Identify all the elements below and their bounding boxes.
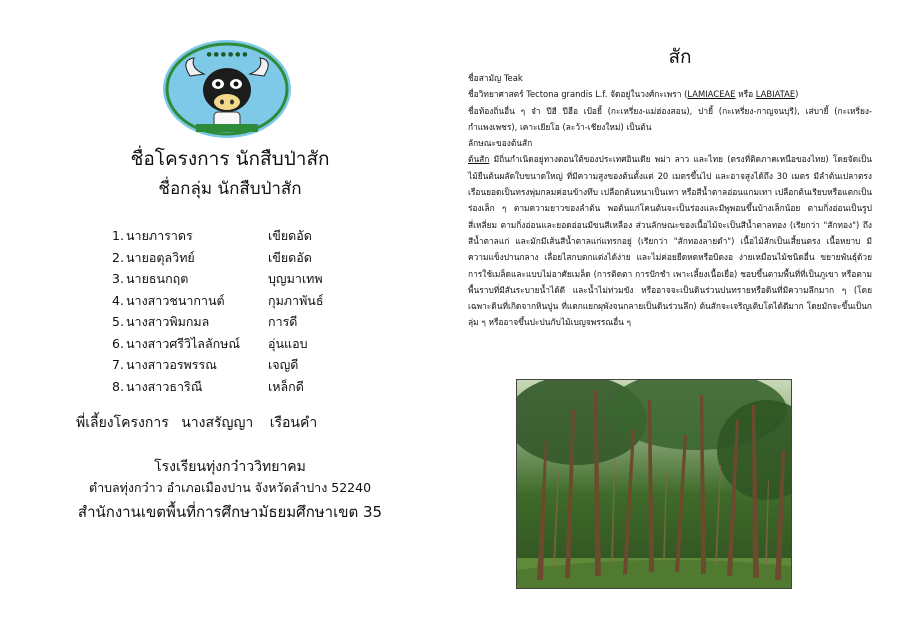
project-title: ชื่อโครงการ นักสืบป่าสัก bbox=[130, 148, 330, 170]
member-first-name: นางสาวชนากานต์ bbox=[126, 292, 225, 308]
scientific-name-mid: หรือ bbox=[735, 89, 756, 100]
document-title: สัก bbox=[668, 46, 692, 68]
paragraph-lead: ต้นสัก bbox=[468, 154, 490, 165]
member-last-name: เจญดี bbox=[268, 357, 299, 372]
member-row bbox=[112, 333, 372, 355]
buffalo-logo-icon bbox=[160, 38, 294, 140]
advisor-line bbox=[76, 412, 317, 434]
member-first-name: นางสาวศรีวิไลลักษณ์ bbox=[126, 335, 241, 351]
member-last-name: บุญมาเทพ bbox=[268, 271, 323, 286]
member-last-name: เขียดอัด bbox=[268, 249, 312, 265]
member-row bbox=[112, 354, 372, 376]
school-name: โรงเรียนทุ่งกว๋าววิทยาคม bbox=[154, 459, 306, 475]
member-last-name: กุมภาพันธ์ bbox=[268, 292, 324, 308]
teak-forest-photo bbox=[516, 379, 792, 589]
group-title: ชื่อกลุ่ม นักสืบป่าสัก bbox=[158, 179, 302, 199]
scientific-name bbox=[468, 86, 872, 102]
member-number: 5. bbox=[112, 314, 124, 329]
advisor-last-name: เรือนคำ bbox=[269, 415, 318, 431]
member-first-name: นายภาราดร bbox=[126, 228, 193, 243]
member-number: 1. bbox=[112, 228, 124, 243]
family-lamiaceae: LAMIACEAE bbox=[687, 89, 736, 100]
member-last-name: อุ่นแอบ bbox=[268, 335, 308, 351]
member-first-name: นางสาวพิมกมล bbox=[126, 314, 210, 329]
scientific-name-prefix: ชื่อวิทยาศาสตร์ Tectona grandis L.f. จัดอยู่ในวงศ์กะเพรา ( bbox=[468, 89, 688, 100]
description-paragraph bbox=[468, 151, 872, 330]
member-row bbox=[112, 247, 372, 269]
school-address: ตำบลทุ่งกว๋าว อำเภอเมืองปาน จังหวัดลำปาง 52240 bbox=[88, 480, 372, 495]
svg-text:● ● ● ● ● ●: ● ● ● ● ● ● bbox=[206, 51, 248, 58]
family-labiatae: LABIATAE bbox=[755, 89, 796, 100]
member-first-name: นางสาวธาริณี bbox=[126, 378, 203, 394]
scientific-name-suffix: ) bbox=[795, 89, 799, 100]
education-office: สำนักงานเขตพื้นที่การศึกษามัธยมศึกษาเขต 35 bbox=[77, 503, 383, 521]
member-last-name: การดี bbox=[268, 314, 298, 329]
member-number: 4. bbox=[112, 292, 124, 308]
member-row bbox=[112, 225, 372, 247]
local-names: ชื่อท้องถิ่นอื่น ๆ จ๋า ปีฮี ปีฮือ เป้อยี้ (กะเหรี่ยง-แม่ฮ่องสอน), ปายี้ (กะเหรี่ยง-กาญจนบุรี), เส่บายี้ (กะเหรี่ยง-กำแพงเพชร), เคาะเยียโอ (ละว้า-เชียงใหม่) เป็นต้น bbox=[468, 105, 872, 132]
advisor-first-name: นางสรัญญา bbox=[181, 415, 254, 431]
paragraph-text: มีถิ่นกำเนิดอยู่ทางตอนใต้ของประเทศอินเดีย พม่า ลาว และไทย (ตรงที่ติดภาคเหนือของไทย) โดยจัดเป็นไม้ยืนต้นผลัดใบขนาดใหญ่ ที่มีความสูงของต้นตั้งแต่ 20 เมตรขึ้นไป และอาจสูงได้ถึง 30 เมตร มีลำต้นเปลาตรง เรือนยอดเป็นทรงพุ่มกลมค่อนข้างทึบ เปลือกต้นหนาเป็นเทา หรือสีน้ำตาลอ่อนแกมเทา เปลือกต้นเรียบหรือแตกเป็นร่องเล็ก ๆ ตามความยาวของลำต้น พอต้นแก่โคนต้นจะเป็นร่องและมีพูพอนขึ้นบ้างเล็กน้อย ตามกิ่งอ่อนเป็นรูปสี่เหลี่ยม ตามกิ่งอ่อนและยอดอ่อนมีขนสีเหลือง ส่วนลักษณะของเนื้อไม้จะเป็นสีน้ำตาลทอง (เรียกว่า "สักทอง") ถึงสีน้ำตาลแก่ และมักมีเส้นสีน้ำตาลแก่แทรกอยู่ (เรียกว่า "สักทองลายดำ") เนื้อไม้สักเป็นเสี้ยนตรง เนื้อหยาบ มีความแข็งปานกลาง เลื่อยไสกบตกแต่งได้ง่าย และไม่ค่อยยืดหดหรือบิดงอ ง่ายเหมือนไม้ชนิดอื่น ขยายพันธุ์ด้วยการใช้เมล็ดและแบบไม่อาศัยเมล็ด (การติดตา การปักชำ เพาะเลี้ยงเนื้อเยื่อ) ชอบขึ้นตามพื้นที่ที่เป็นภูเขา หรือตามพื้นราบที่มีสันระบายน้ำได้ดี และน้ำไม่ท่วมขัง หรืออาจจะเป็นดินร่วนปนทรายหรือดินที่มีความลึกมาก ๆ (โดยเฉพาะดินที่เกิดจากหินปูน ที่แตกแยกผุพังจนกลายเป็นดินร่วนลึก) ต้นสักจะเจริญเติบโตได้ดีมาก โดยมักจะขึ้นเป็นกลุ่ม ๆ หรืออาจขึ้นปะปนกับไม้เบญจพรรณอื่น ๆ bbox=[468, 154, 872, 328]
section-heading: ลักษณะของต้นสัก bbox=[468, 138, 533, 149]
member-number: 2. bbox=[112, 249, 124, 265]
member-first-name: นายธนกฤต bbox=[126, 271, 189, 286]
advisor-label: พี่เลี้ยงโครงการ bbox=[76, 415, 169, 431]
member-row bbox=[112, 311, 372, 333]
member-row bbox=[112, 376, 372, 398]
member-first-name: นางสาวอรพรรณ bbox=[126, 357, 217, 372]
document-body bbox=[468, 70, 872, 331]
member-number: 8. bbox=[112, 378, 124, 394]
member-number: 6. bbox=[112, 335, 124, 351]
member-number: 3. bbox=[112, 271, 124, 286]
member-first-name: นายอตุลวิทย์ bbox=[126, 249, 195, 265]
member-row bbox=[112, 290, 372, 312]
member-list bbox=[112, 225, 372, 397]
member-last-name: เขียดอัด bbox=[268, 228, 312, 243]
common-name: ชื่อสามัญ Teak bbox=[468, 73, 523, 83]
member-number: 7. bbox=[112, 357, 124, 372]
member-last-name: เหล็กดี bbox=[268, 378, 304, 394]
content-page bbox=[460, 0, 900, 644]
member-row bbox=[112, 268, 372, 290]
